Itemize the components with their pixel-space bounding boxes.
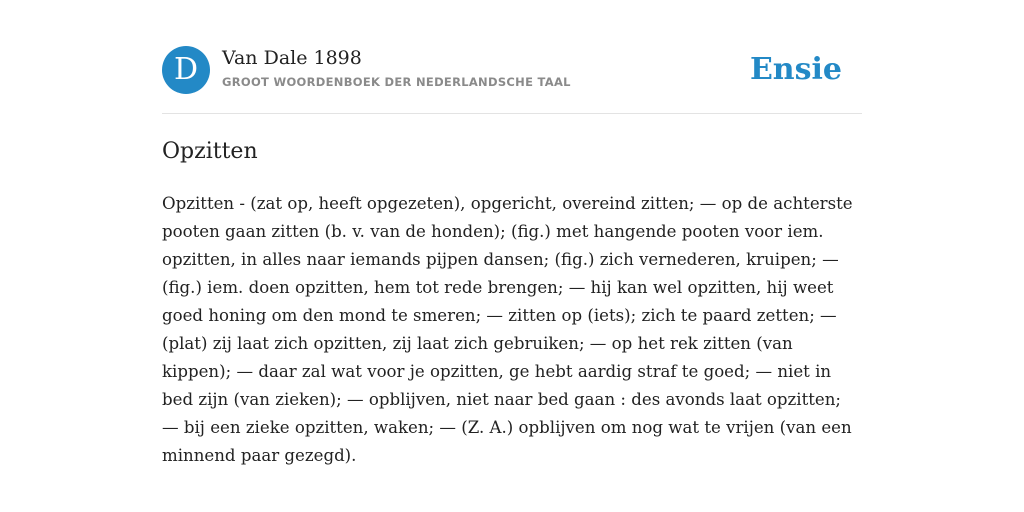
source-subtitle: GROOT WOORDENBOEK DER NEDERLANDSCHE TAAL: [222, 75, 571, 89]
header-divider: [162, 113, 862, 114]
brand-logo[interactable]: Ensie: [749, 52, 842, 87]
dictionary-card: [162, 0, 862, 512]
source-avatar: D: [162, 46, 210, 94]
source-header: [162, 46, 862, 96]
entry-definition: Opzitten - (zat op, heeft opgezeten), opgericht, overeind zitten; — op de achterste pooten gaan zitten (b. v. van de honden); (fig.) met hangende pooten voor iem. opzitten, in alles naar iemands pijpen dansen; (fig.) zich vernederen, kruipen; — (fig.) iem. doen opzitten, hem tot rede brengen; — hij kan wel opzitten, hij weet goed honing om den mond te smeren; — zitten op (iets); zich te paard zetten; — (plat) zij laat zich opzitten, zij laat zich gebruiken; — op het rek zitten (van kippen); — daar zal wat voor je opzitten, ge hebt aardig straf te goed; — niet in bed zijn (van zieken); — opblijven, niet naar bed gaan : des avonds laat opzitten; — bij een zieke opzitten, waken; — (Z. A.) opblijven om nog wat te vrijen (van een minnend paar gezegd).: [162, 194, 853, 465]
entry-title: Opzitten: [162, 139, 258, 164]
source-title[interactable]: Van Dale 1898: [222, 47, 362, 69]
